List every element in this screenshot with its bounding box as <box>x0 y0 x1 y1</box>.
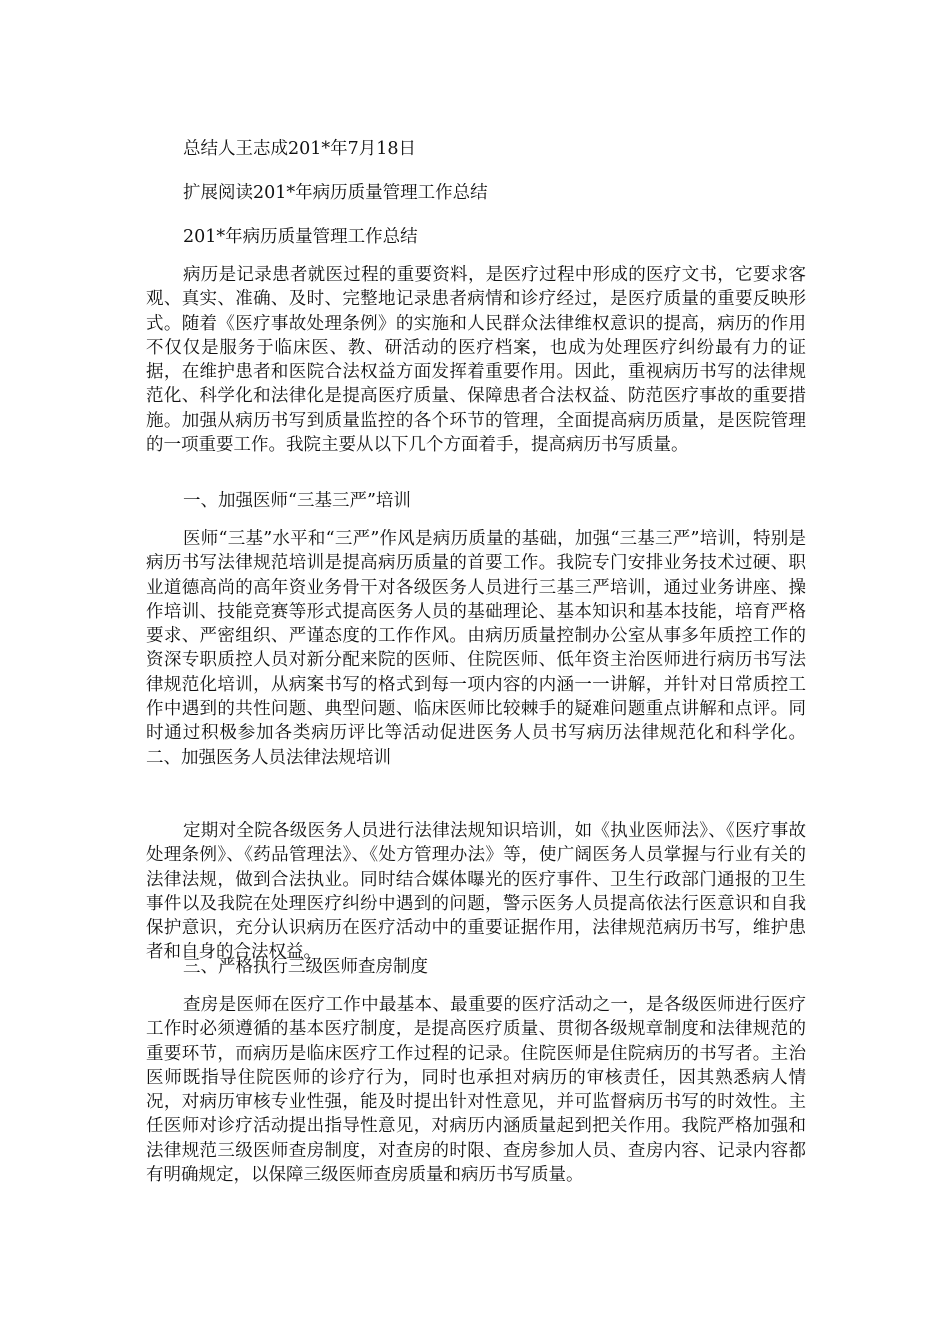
extended-reading-line: 扩展阅读201*年病历质量管理工作总结 <box>183 183 488 203</box>
signature-line: 总结人王志成201*年7月18日 <box>183 139 417 159</box>
section1-paragraph: 医师“三基”水平和“三严”作风是病历质量的基础，加强“三基三严”培训，特别是病历书写法律规范培训是提高病历质量的首要工作。我院专门安排业务技术过硬、职业道德高尚的高年资业务骨干对各级医务人员进行三基三严培训，通过业务讲座、操作培训、技能竞赛等形式提高医务人员的基础理论、基本知识和基本技能，培育严格要求、严密组织、严谨态度的工作作风。由病历质量控制办公室从事多年质控工作的资深专职质控人员对新分配来院的医师、住院医师、低年资主治医师进行病历书写法律规范化培训，从病案书写的格式到每一项内容的内涵一一讲解，并针对日常质控工作中遇到的共性问题、典型问题、临床医师比较棘手的疑难问题重点讲解和点评。同时通过积极参加各类病历评比等活动促进医务人员书写病历法律规范化和科学化。二、加强医务人员法律法规培训 <box>146 529 806 768</box>
section3-paragraph: 查房是医师在医疗工作中最基本、最重要的医疗活动之一，是各级医师进行医疗工作时必须遵循的基本医疗制度，是提高医疗质量、贯彻各级规章制度和法律规范的重要环节，而病历是临床医疗工作过程的记录。住院医师是住院病历的书写者。主治医师既指导住院医师的诊疗行为，同时也承担对病历的审核责任，因其熟悉病人情况，对病历审核专业性强，能及时提出针对性意见，并可监督病历书写的时效性。主任医师对诊疗活动提出指导性意见，对病历内涵质量起到把关作用。我院严格加强和法律规范三级医师查房制度，对查房的时限、查房参加人员、查房内容、记录内容都有明确规定，以保障三级医师查房质量和病历书写质量。 <box>146 995 806 1186</box>
section3-heading: 三、严格执行三级医师查房制度 <box>183 957 428 977</box>
intro-paragraph: 病历是记录患者就医过程的重要资料，是医疗过程中形成的医疗文书，它要求客观、真实、准确、及时、完整地记录患者病情和诊疗经过，是医疗质量的重要反映形式。随着《医疗事故处理条例》的实施和人民群众法律维权意识的提高，病历的作用不仅仅是服务于临床医、教、研活动的医疗档案，也成为处理医疗纠纷最有力的证据，在维护患者和医院合法权益方面发挥着重要作用。因此，重视病历书写的法律规范化、科学化和法律化是提高医疗质量、保障患者合法权益、防范医疗事故的重要措施。加强从病历书写到质量监控的各个环节的管理，全面提高病历质量，是医院管理的一项重要工作。我院主要从以下几个方面着手，提高病历书写质量。 <box>146 265 806 456</box>
section1-heading: 一、加强医师“三基三严”培训 <box>183 491 411 511</box>
section2-paragraph: 定期对全院各级医务人员进行法律法规知识培训，如《执业医师法》、《医疗事故处理条例》、《药品管理法》、《处方管理办法》等，使广阔医务人员掌握与行业有关的法律法规，做到合法执业。同时结合媒体曝光的医疗事件、卫生行政部门通报的卫生事件以及我院在处理医疗纠纷中遇到的问题，警示医务人员提高依法行医意识和自我保护意识，充分认识病历在医疗活动中的重要证据作用，法律规范病历书写，维护患者和自身的合法权益。 <box>146 821 806 963</box>
document-title: 201*年病历质量管理工作总结 <box>183 227 418 247</box>
